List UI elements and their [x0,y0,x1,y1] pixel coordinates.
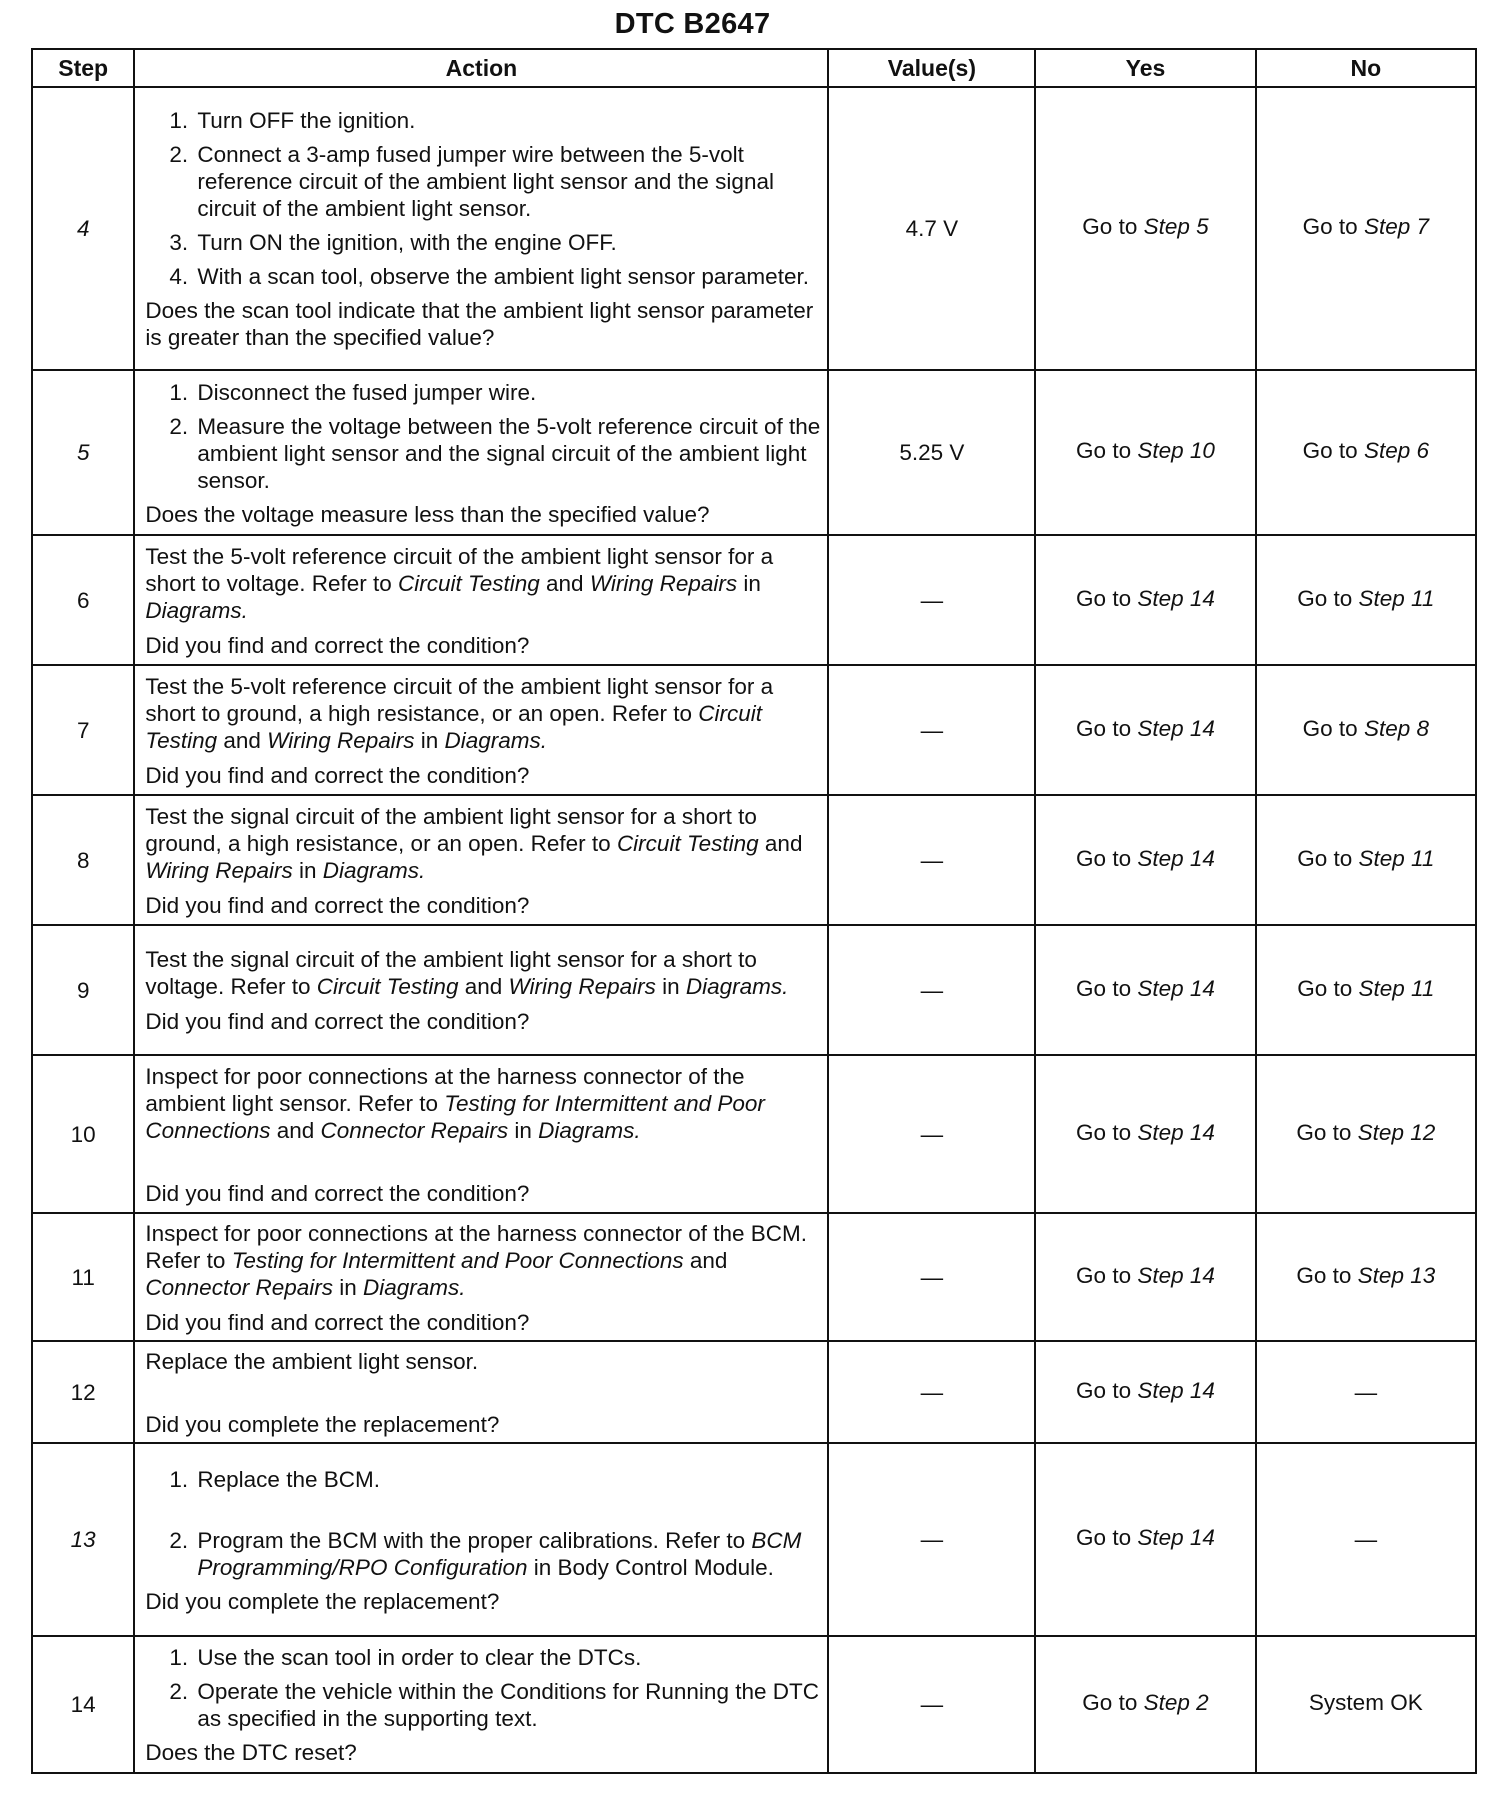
yes-cell: Go to Step 10 [1035,370,1255,535]
action-question: Does the voltage measure less than the specified value? [145,501,710,527]
action-cell [134,1443,828,1636]
yes-step-ref: Step 14 [1137,585,1215,611]
no-step-ref: Step 12 [1357,1119,1436,1145]
action-cell [134,87,828,370]
action-question: Did you find and correct the condition? [145,1180,530,1206]
value-cell: — [828,665,1035,795]
yes-step-ref: Step 14 [1137,845,1215,871]
value-cell: — [828,535,1035,665]
step-number: 5 [32,370,134,535]
action-steps [145,1644,821,1732]
no-cell: Go to Step 13 [1256,1213,1476,1341]
action-question: Does the scan tool indicate that the ambient light sensor parameter is greater than the specified value? [145,298,814,350]
no-cell: Go to Step 6 [1256,370,1476,535]
action-question: Did you find and correct the condition? [145,1009,530,1034]
header-no: No [1256,49,1476,87]
action-cell [134,370,828,535]
action-cell [134,1055,828,1213]
value-cell: — [828,1636,1035,1773]
yes-step-ref: Step 10 [1137,438,1215,463]
yes-cell: Go to Step 14 [1035,665,1255,795]
yes-step-ref: Step 14 [1137,1525,1215,1550]
no-cell: Go to Step 8 [1256,665,1476,795]
table-row [32,370,1476,535]
header-yes: Yes [1035,49,1255,87]
table-row [32,665,1476,795]
no-cell: Go to Step 12 [1256,1055,1476,1213]
action-step: 4. With a scan tool, observe the ambient light sensor parameter. [169,264,809,289]
step-number: 8 [32,795,134,925]
header-row [32,49,1476,87]
table-row [32,1213,1476,1341]
value-cell: — [828,1341,1035,1443]
yes-cell: Go to Step 2 [1035,1636,1255,1773]
action-text: Test the 5-volt reference circuit of the ambient light sensor for a short to voltage. Refer to Circuit Testing and Wiring Repairs in Diagrams. [145,543,774,623]
page-title: DTC B2647 [614,8,771,40]
action-question: Did you find and correct the condition? [145,892,530,918]
action-step: 1. Disconnect the fused jumper wire. [169,379,537,405]
action-step: 2. Program the BCM with the proper calibrations. Refer to BCM Programming/RPO Configuration in Body Control Module. [169,1527,802,1580]
no-step-ref: Step 6 [1363,438,1429,463]
value-cell: 4.7 V [828,87,1035,370]
diagnostic-table [31,48,1477,1774]
action-question: Does the DTC reset? [145,1740,357,1765]
value-cell: 5.25 V [828,370,1035,535]
yes-cell: Go to Step 14 [1035,1443,1255,1636]
yes-cell: Go to Step 14 [1035,1213,1255,1341]
action-step: 1. Replace the BCM. [169,1466,380,1492]
action-question: Did you find and correct the condition? [145,762,530,788]
action-text: Test the 5-volt reference circuit of the ambient light sensor for a short to ground, a high resistance, or an open. Refer to Circuit Testing and Wiring Repairs in Diagrams. [145,673,774,753]
no-step-ref: Step 11 [1358,975,1435,1001]
value-cell: — [828,1213,1035,1341]
action-text: Inspect for poor connections at the harness connector of the BCM. Refer to Testing for Intermittent and Poor Connections and Connector Repairs in Diagrams. [145,1220,808,1300]
action-question: Did you find and correct the condition? [145,632,530,658]
table-row [32,1341,1476,1443]
action-steps [145,379,821,494]
action-step: 2. Connect a 3-amp fused jumper wire between the 5-volt reference circuit of the ambient light sensor and the signal circuit of the ambient light sensor. [169,142,774,221]
action-question: Did you find and correct the condition? [145,1309,530,1335]
no-cell: Go to Step 7 [1256,87,1476,370]
action-question: Did you complete the replacement? [145,1588,500,1614]
action-text: Test the signal circuit of the ambient light sensor for a short to voltage. Refer to Circuit Testing and Wiring Repairs in Diagrams. [145,947,789,999]
yes-step-ref: Step 14 [1137,1119,1215,1145]
action-step: 2. Operate the vehicle within the Conditions for Running the DTC as specified in the supporting text. [169,1679,819,1731]
action-step: 1. Turn OFF the ignition. [169,108,416,133]
action-text: Inspect for poor connections at the harness connector of the ambient light sensor. Refer to Testing for Intermittent and Poor Connections and Connector Repairs in Diagrams. [145,1063,765,1143]
yes-step-ref: Step 5 [1143,214,1209,239]
table-row [32,1443,1476,1636]
action-steps [145,107,821,290]
yes-cell: Go to Step 14 [1035,1341,1255,1443]
header-values: Value(s) [828,49,1035,87]
no-step-ref: Step 7 [1363,214,1429,239]
table-row [32,925,1476,1055]
step-number: 14 [32,1636,134,1773]
value-cell: — [828,1443,1035,1636]
action-step: 3. Turn ON the ignition, with the engine OFF. [169,230,617,255]
action-question: Did you complete the replacement? [145,1411,500,1437]
action-cell [134,1636,828,1773]
no-cell: Go to Step 11 [1256,535,1476,665]
action-cell [134,795,828,925]
table-row [32,1055,1476,1213]
yes-cell: Go to Step 14 [1035,535,1255,665]
no-step-ref: Step 13 [1357,1262,1436,1288]
value-cell: — [828,925,1035,1055]
header-step: Step [32,49,134,87]
step-number: 4 [32,87,134,370]
step-number: 6 [32,535,134,665]
no-cell: — [1256,1341,1476,1443]
yes-cell: Go to Step 5 [1035,87,1255,370]
no-cell: Go to Step 11 [1256,795,1476,925]
action-cell [134,665,828,795]
action-text: Test the signal circuit of the ambient light sensor for a short to ground, a high resistance, or an open. Refer to Circuit Testing and Wiring Repairs in Diagrams. [145,803,803,883]
action-cell [134,535,828,665]
no-step-ref: Step 8 [1363,715,1429,741]
yes-cell: Go to Step 14 [1035,925,1255,1055]
table-row [32,795,1476,925]
action-text: Replace the ambient light sensor. [145,1348,479,1374]
header-action: Action [134,49,828,87]
action-steps [145,1466,821,1581]
step-number: 11 [32,1213,134,1341]
step-number: 10 [32,1055,134,1213]
table-row [32,1636,1476,1773]
no-step-ref: Step 11 [1358,845,1435,871]
yes-cell: Go to Step 14 [1035,1055,1255,1213]
table-row [32,87,1476,370]
yes-step-ref: Step 2 [1143,1690,1209,1715]
step-number: 9 [32,925,134,1055]
yes-step-ref: Step 14 [1137,1262,1215,1288]
action-step: 1. Use the scan tool in order to clear the DTCs. [169,1645,642,1670]
table-row [32,535,1476,665]
step-number: 12 [32,1341,134,1443]
no-cell: Go to Step 11 [1256,925,1476,1055]
value-cell: — [828,795,1035,925]
step-number: 13 [32,1443,134,1636]
action-cell [134,1341,828,1443]
action-cell [134,1213,828,1341]
action-step: 2. Measure the voltage between the 5-volt reference circuit of the ambient light sensor and the signal circuit of the ambient light sensor. [169,413,821,493]
value-cell: — [828,1055,1035,1213]
yes-step-ref: Step 14 [1137,1377,1215,1403]
no-cell: — [1256,1443,1476,1636]
yes-cell: Go to Step 14 [1035,795,1255,925]
yes-step-ref: Step 14 [1137,975,1215,1001]
no-step-ref: Step 11 [1358,585,1435,611]
no-cell: System OK [1256,1636,1476,1773]
yes-step-ref: Step 14 [1137,715,1215,741]
action-cell [134,925,828,1055]
step-number: 7 [32,665,134,795]
